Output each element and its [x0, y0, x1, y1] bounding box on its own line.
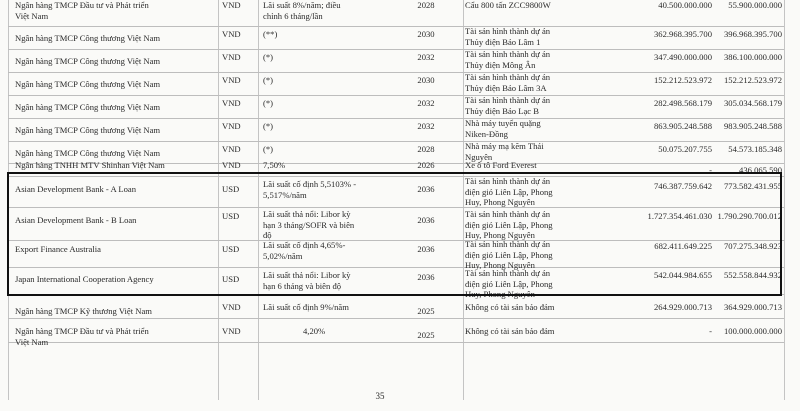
- currency: VND: [222, 121, 241, 131]
- lender-name: Ngân hàng TMCP Đầu tư và Phát triển Việt Nam: [15, 326, 149, 347]
- currency: VND: [222, 144, 241, 154]
- interest-rate: 7,50%: [263, 160, 286, 170]
- currency: VND: [222, 160, 241, 170]
- maturity-year: 2026: [417, 160, 435, 170]
- collateral: Tài sản hình thành dự án điện gió Liên Lập, Phong Huy, Phong Nguyên: [465, 268, 553, 299]
- maturity-year: 2030: [417, 75, 435, 85]
- maturity-year: 2036: [417, 272, 435, 282]
- amount-opening: 386.100.000.000: [723, 52, 782, 62]
- currency: VND: [222, 52, 241, 62]
- amount-opening: 364.929.000.713: [723, 302, 782, 312]
- amount-closing: 1.727.354.461.030: [647, 211, 712, 221]
- lender-name: Ngân hàng TMCP Công thương Việt Nam: [15, 102, 161, 112]
- collateral: Tài sản hình thành dự án Thủy điện Bảo Lạc B: [465, 95, 551, 116]
- interest-rate: Lãi suất cố định 9%/năm: [263, 302, 349, 312]
- collateral: Tài sản hình thành dự án điện gió Liên Lập, Phong Huy, Phong Nguyên: [465, 239, 553, 270]
- currency: USD: [222, 211, 240, 221]
- amount-opening: 552.558.844.932: [723, 270, 782, 280]
- interest-rate: (*): [263, 144, 274, 154]
- maturity-year: 2032: [417, 52, 435, 62]
- lender-name: Asian Development Bank - A Loan: [15, 184, 137, 194]
- maturity-year: 2032: [417, 121, 435, 131]
- maturity-year: 2025: [417, 330, 435, 340]
- interest-rate: Lãi suất cố định 5,5103% - 5,517%/năm: [263, 179, 357, 200]
- currency: USD: [222, 274, 240, 284]
- collateral: Xe ô tô Ford Everest: [465, 160, 537, 170]
- maturity-year: 2036: [417, 184, 435, 194]
- amount-opening: 305.034.568.179: [723, 98, 782, 108]
- lender-name: Ngân hàng TMCP Kỹ thương Việt Nam: [15, 306, 152, 316]
- lender-name: Ngân hàng TMCP Đầu tư và Phát triển Việt Nam: [15, 0, 149, 21]
- lender-name: Ngân hàng TMCP Công thương Việt Nam: [15, 56, 161, 66]
- lender-name: Japan International Cooperation Agency: [15, 274, 154, 284]
- row-divider: [8, 49, 784, 50]
- maturity-year: 2028: [417, 0, 435, 10]
- collateral: Tài sản hình thành dự án Thủy điện Bảo Lâm 3A: [465, 72, 551, 93]
- interest-rate: (**): [263, 29, 278, 39]
- amount-closing: 746.387.759.642: [653, 181, 712, 191]
- currency: USD: [222, 244, 240, 254]
- amount-opening: 436.065.590: [739, 165, 782, 175]
- collateral: Nhà máy mạ kẽm Thái Nguyên: [465, 141, 544, 162]
- lender-name: Ngân hàng TNHH MTV Shinhan Việt Nam: [15, 160, 165, 170]
- amount-opening: 54.573.185.348: [728, 144, 782, 154]
- amount-closing: 542.044.984.655: [653, 270, 712, 280]
- collateral: Không có tài sản bảo đảm: [465, 302, 555, 312]
- interest-rate: Lãi suất thả nổi: Libor kỳ hạn 6 tháng và biên độ: [263, 270, 351, 291]
- row-divider: [8, 118, 784, 119]
- maturity-year: 2032: [417, 98, 435, 108]
- lender-name: Ngân hàng TMCP Công thương Việt Nam: [15, 125, 161, 135]
- amount-closing: -: [709, 165, 712, 175]
- collateral: Không có tài sản bảo đảm: [465, 326, 555, 336]
- currency: VND: [222, 98, 241, 108]
- amount-opening: 396.968.395.700: [723, 29, 782, 39]
- table-border-right: [784, 0, 785, 400]
- interest-rate: Lãi suất thả nổi: Libor kỳ hạn 3 tháng/SOFR và biên độ: [263, 209, 355, 240]
- amount-closing: 152.212.523.972: [653, 75, 712, 85]
- amount-closing: 40.500.000.000: [658, 0, 712, 10]
- maturity-year: 2025: [417, 306, 435, 316]
- currency: VND: [222, 29, 241, 39]
- row-divider: [8, 141, 784, 142]
- lender-name: Ngân hàng TMCP Công thương Việt Nam: [15, 79, 161, 89]
- row-divider: [8, 95, 784, 96]
- interest-rate: (*): [263, 121, 274, 131]
- row-divider: [8, 318, 784, 319]
- interest-rate: (*): [263, 75, 274, 85]
- amount-opening: 152.212.523.972: [723, 75, 782, 85]
- amount-closing: 863.905.248.588: [653, 121, 712, 131]
- row-divider: [8, 72, 784, 73]
- collateral: Nhà máy tuyển quặng Niken-Đồng: [465, 118, 541, 139]
- amount-opening: 773.582.431.955: [723, 181, 782, 191]
- collateral: Tài sản hình thành dự án điện gió Liên Lập, Phong Huy, Phong Nguyên: [465, 209, 553, 240]
- amount-opening: 707.275.348.923: [723, 241, 782, 251]
- amount-closing: 347.490.000.000: [653, 52, 712, 62]
- amount-opening: 983.905.248.588: [723, 121, 782, 131]
- interest-rate: 4,20%: [303, 326, 326, 336]
- interest-rate: (*): [263, 98, 274, 108]
- page-number: 35: [375, 391, 385, 401]
- interest-rate: Lãi suất 8%/năm; điều chỉnh 6 tháng/lần: [263, 0, 341, 21]
- amount-closing: 264.929.000.713: [653, 302, 712, 312]
- lender-name: Ngân hàng TMCP Công thương Việt Nam: [15, 33, 161, 43]
- maturity-year: 2036: [417, 215, 435, 225]
- maturity-year: 2036: [417, 244, 435, 254]
- interest-rate: Lãi suất cố định 4,65%- 5,02%/năm: [263, 240, 346, 261]
- row-divider: [8, 26, 784, 27]
- amount-closing: 682.411.649.225: [654, 241, 712, 251]
- maturity-year: 2030: [417, 29, 435, 39]
- currency: USD: [222, 184, 240, 194]
- amount-closing: -: [709, 326, 712, 336]
- lender-name: Asian Development Bank - B Loan: [15, 215, 137, 225]
- lender-name: Ngân hàng TMCP Công thương Việt Nam: [15, 148, 161, 158]
- collateral: Tài sản hình thành dự án Thủy điện Bảo Lâm 1: [465, 26, 551, 47]
- currency: VND: [222, 75, 241, 85]
- amount-opening: 100.000.000.000: [723, 326, 782, 336]
- amount-closing: 362.968.395.700: [653, 29, 712, 39]
- amount-closing: 50.075.207.755: [658, 144, 712, 154]
- interest-rate: (*): [263, 52, 274, 62]
- amount-opening: 1.790.290.700.012: [717, 211, 782, 221]
- currency: VND: [222, 302, 241, 312]
- currency: VND: [222, 0, 241, 10]
- collateral: Cẩu 800 tấn ZCC9800W: [465, 0, 551, 10]
- amount-closing: 282.498.568.179: [653, 98, 712, 108]
- lender-name: Export Finance Australia: [15, 244, 101, 254]
- collateral: Tài sản hình thành dự án điện gió Liên Lập, Phong Huy, Phong Nguyên: [465, 176, 553, 207]
- collateral: Tài sản hình thành dự án Thủy điện Mông Ân: [465, 49, 551, 70]
- highlight-box: [7, 172, 782, 296]
- maturity-year: 2028: [417, 144, 435, 154]
- amount-opening: 55.900.000.000: [728, 0, 782, 10]
- currency: VND: [222, 326, 241, 336]
